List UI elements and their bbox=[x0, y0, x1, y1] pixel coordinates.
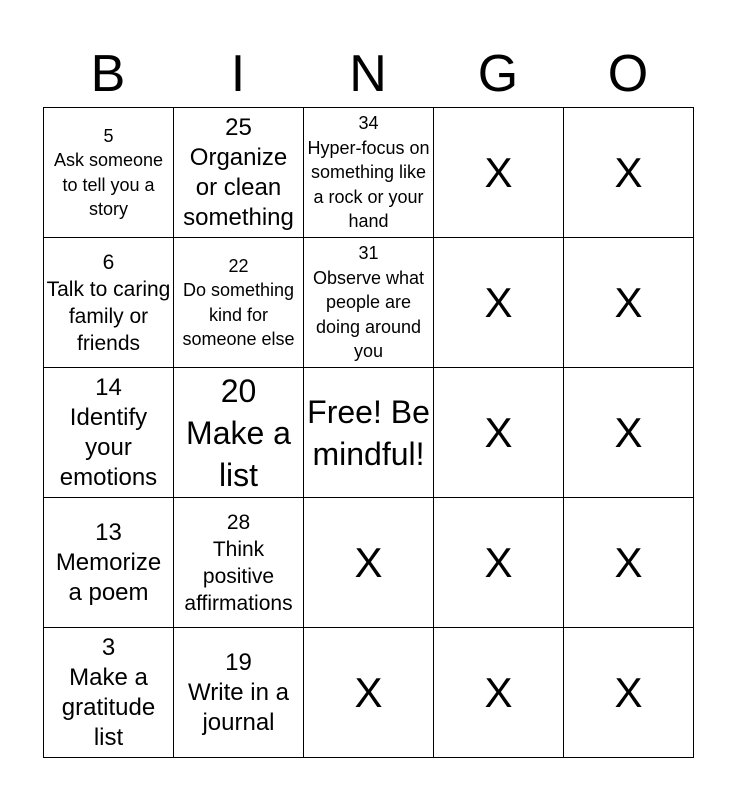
cell-activity: Talk to caring family or friends bbox=[46, 277, 171, 355]
bingo-board bbox=[43, 107, 694, 758]
bingo-cell-r4-c3[interactable] bbox=[304, 498, 433, 627]
x-mark: X bbox=[614, 668, 643, 716]
cell-number: 13 bbox=[95, 518, 122, 546]
header-letter-o: O bbox=[607, 45, 649, 103]
bingo-cell-r1-c2[interactable] bbox=[174, 108, 303, 237]
header-letter-b: B bbox=[90, 45, 126, 103]
x-mark: X bbox=[614, 408, 643, 456]
bingo-cell-r2-c3[interactable] bbox=[304, 238, 433, 367]
cell-number: 34 bbox=[358, 113, 379, 134]
cell-activity: Make a gratitude list bbox=[61, 663, 156, 751]
cell-number: 31 bbox=[358, 243, 379, 264]
cell-number: 22 bbox=[228, 255, 249, 276]
cell-activity: Write in a journal bbox=[188, 678, 289, 736]
x-mark: X bbox=[484, 538, 513, 586]
x-mark: X bbox=[354, 668, 383, 716]
bingo-cell-r3-c5[interactable] bbox=[564, 368, 693, 497]
free-space-label: Free! Be mindful! bbox=[307, 393, 430, 472]
bingo-cell-r5-c5[interactable] bbox=[564, 628, 693, 757]
bingo-cell-r3-c1[interactable] bbox=[44, 368, 173, 497]
x-mark: X bbox=[484, 668, 513, 716]
bingo-cell-r5-c3[interactable] bbox=[304, 628, 433, 757]
bingo-cell-r2-c1[interactable] bbox=[44, 238, 173, 367]
x-mark: X bbox=[484, 278, 513, 326]
bingo-cell-r5-c4[interactable] bbox=[434, 628, 563, 757]
cell-number: 6 bbox=[102, 250, 115, 274]
bingo-cell-r5-c2[interactable] bbox=[174, 628, 303, 757]
bingo-cell-r2-c5[interactable] bbox=[564, 238, 693, 367]
x-mark: X bbox=[354, 538, 383, 586]
bingo-cell-r1-c1[interactable] bbox=[44, 108, 173, 237]
cell-number: 25 bbox=[225, 113, 252, 141]
bingo-cell-r2-c4[interactable] bbox=[434, 238, 563, 367]
bingo-cell-r4-c4[interactable] bbox=[434, 498, 563, 627]
bingo-cell-r5-c1[interactable] bbox=[44, 628, 173, 757]
x-mark: X bbox=[484, 148, 513, 196]
bingo-cell-r1-c3[interactable] bbox=[304, 108, 433, 237]
cell-number: 14 bbox=[95, 373, 122, 401]
bingo-cell-r3-c3[interactable] bbox=[304, 368, 433, 497]
cell-number: 28 bbox=[226, 510, 251, 534]
header-letter-i: I bbox=[230, 45, 246, 103]
header-letter-g: G bbox=[477, 45, 519, 103]
bingo-cell-r2-c2[interactable] bbox=[174, 238, 303, 367]
cell-number: 3 bbox=[101, 633, 116, 661]
cell-activity: Organize or clean something bbox=[183, 143, 294, 231]
bingo-cell-r4-c1[interactable] bbox=[44, 498, 173, 627]
x-mark: X bbox=[614, 538, 643, 586]
bingo-header bbox=[43, 40, 693, 108]
cell-activity: Memorize a poem bbox=[55, 548, 162, 606]
cell-activity: Hyper-focus on something like a rock or your hand bbox=[307, 137, 430, 232]
x-mark: X bbox=[484, 408, 513, 456]
bingo-cell-r3-c4[interactable] bbox=[434, 368, 563, 497]
cell-activity: Do something kind for someone else bbox=[182, 280, 295, 349]
cell-activity: Identify your emotions bbox=[59, 403, 158, 491]
bingo-cell-r1-c4[interactable] bbox=[434, 108, 563, 237]
cell-number: 5 bbox=[103, 125, 114, 146]
cell-activity: Think positive affirmations bbox=[184, 537, 293, 615]
cell-number: 19 bbox=[225, 648, 252, 676]
bingo-cell-r4-c5[interactable] bbox=[564, 498, 693, 627]
x-mark: X bbox=[614, 278, 643, 326]
cell-activity: Make a list bbox=[186, 414, 291, 493]
cell-number: 20 bbox=[220, 372, 257, 409]
bingo-cell-r3-c2[interactable] bbox=[174, 368, 303, 497]
header-letter-n: N bbox=[349, 45, 387, 103]
cell-activity: Observe what people are doing around you bbox=[312, 267, 425, 362]
bingo-cell-r4-c2[interactable] bbox=[174, 498, 303, 627]
cell-activity: Ask someone to tell you a story bbox=[53, 150, 164, 219]
bingo-cell-r1-c5[interactable] bbox=[564, 108, 693, 237]
x-mark: X bbox=[614, 148, 643, 196]
